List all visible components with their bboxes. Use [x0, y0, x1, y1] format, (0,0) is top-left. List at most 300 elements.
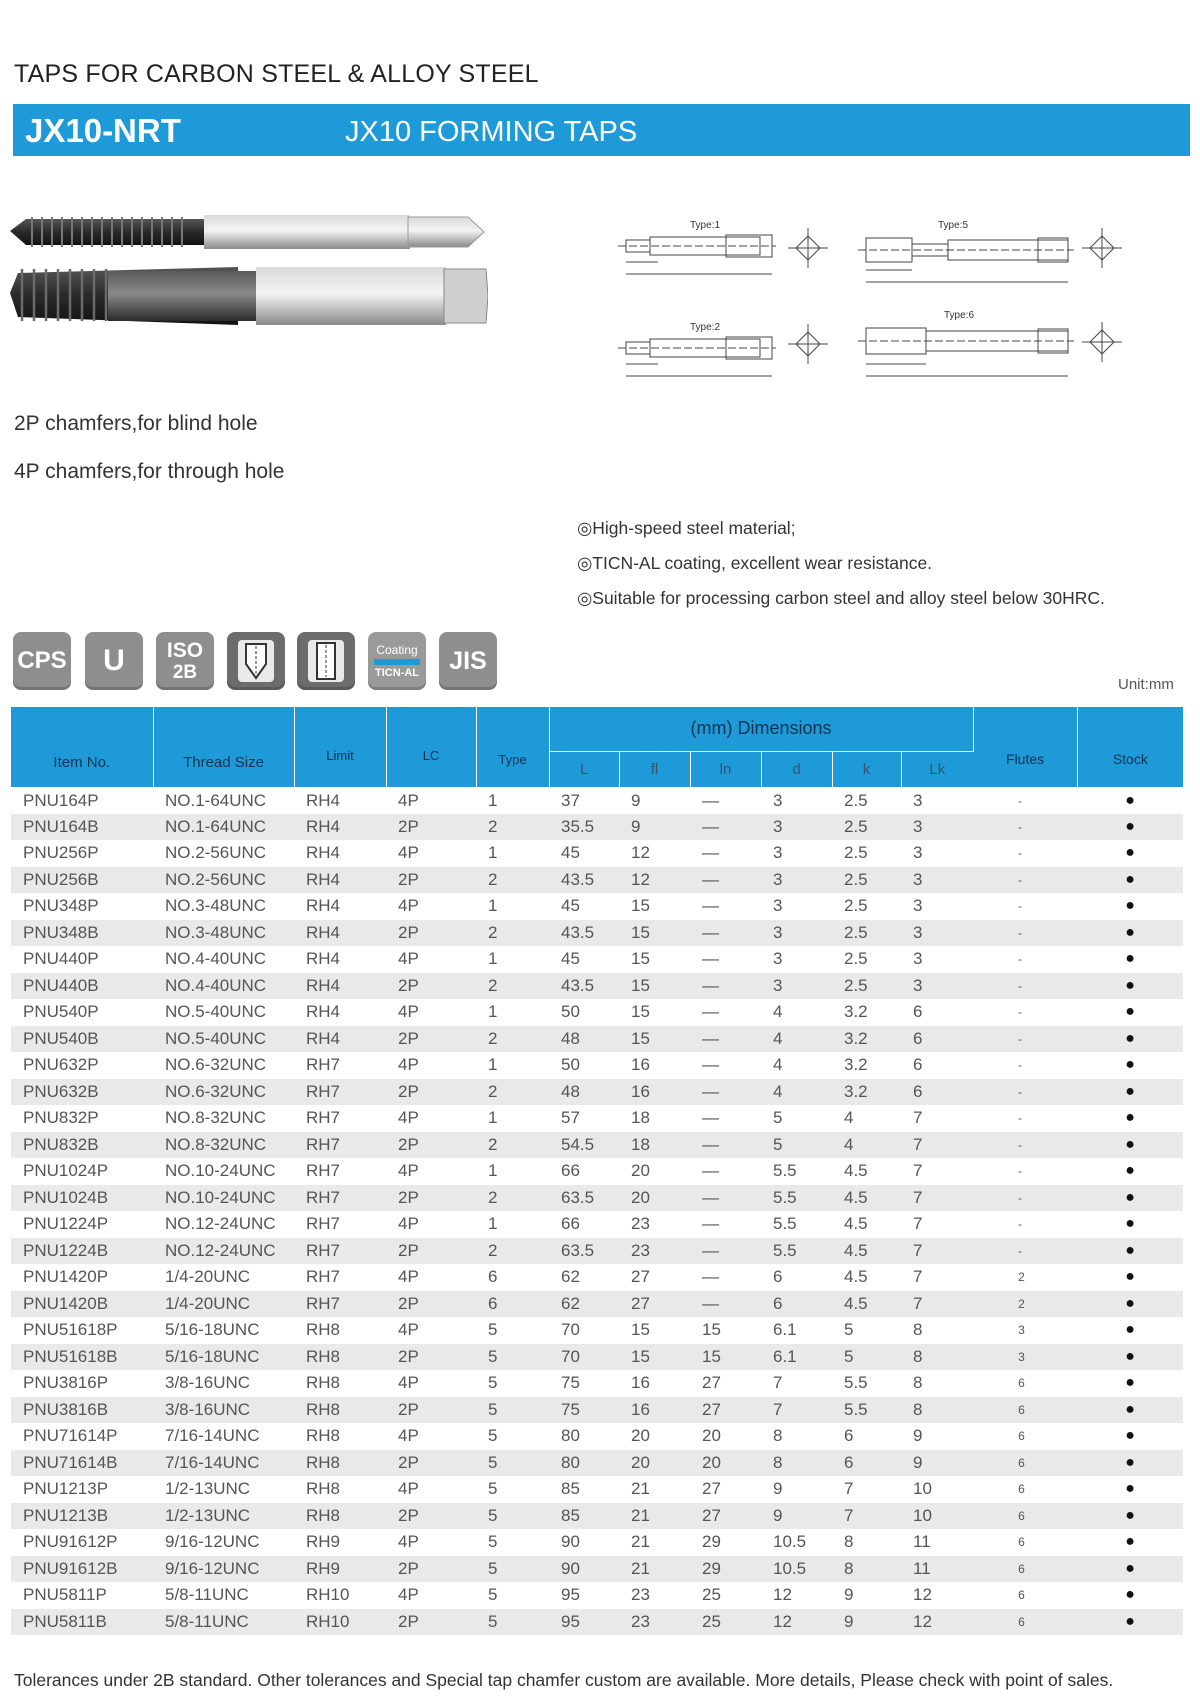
- table-cell: 95: [549, 1609, 619, 1636]
- table-cell: 21: [619, 1503, 690, 1530]
- table-cell: 4P: [398, 1426, 419, 1446]
- footer-note: Tolerances under 2B standard. Other tolerances and Special tap chamfer custom are available. More details, Please check with point of sales.: [14, 1670, 1114, 1690]
- table-cell: 2.5: [832, 973, 901, 1000]
- table-row: [11, 1476, 1183, 1503]
- table-row: [11, 840, 1183, 867]
- table-cell: RH7: [306, 1108, 341, 1128]
- table-cell: ●: [1077, 1026, 1183, 1053]
- table-cell: 4.5: [832, 1185, 901, 1212]
- table-cell: 2P: [386, 1397, 476, 1424]
- table-cell: PNU3816P: [23, 1373, 109, 1393]
- feature-material: ◎High-speed steel material;: [577, 518, 796, 538]
- table-cell: RH4: [294, 1026, 386, 1053]
- table-cell: 50: [561, 1055, 580, 1075]
- table-row: [11, 1185, 1183, 1212]
- table-cell: -: [973, 1185, 1077, 1212]
- table-cell: NO.3-48UNC: [165, 896, 267, 916]
- table-cell: 6: [973, 1503, 1077, 1530]
- table-cell: 45: [561, 843, 580, 863]
- table-cell: ●: [1125, 1480, 1135, 1498]
- table-row: [11, 1344, 1183, 1371]
- table-cell: 2.5: [844, 790, 868, 810]
- table-cell: 1: [488, 790, 498, 810]
- table-row: [11, 1264, 1183, 1291]
- table-cell: —: [702, 790, 719, 810]
- table-cell: 16: [619, 1079, 690, 1106]
- table-cell: 4.5: [832, 1238, 901, 1265]
- table-cell: 1: [488, 1055, 498, 1075]
- table-cell: 7: [761, 1397, 832, 1424]
- spec-table: [11, 707, 1183, 1635]
- table-cell: RH8: [306, 1373, 341, 1393]
- table-cell: 4: [761, 1079, 832, 1106]
- table-cell: RH9: [294, 1556, 386, 1583]
- table-cell: 7: [913, 1108, 923, 1128]
- feature-suitability: ◎Suitable for processing carbon steel and alloy steel below 30HRC.: [577, 588, 1105, 608]
- type2-label: Type:2: [690, 322, 721, 333]
- table-cell: 4P: [398, 1585, 419, 1605]
- table-row: [11, 1026, 1183, 1053]
- table-cell: 2: [476, 1132, 549, 1159]
- table-cell: 7: [901, 1132, 973, 1159]
- table-cell: 2: [476, 920, 549, 947]
- table-cell: 7: [913, 1214, 923, 1234]
- table-cell: 45: [561, 949, 580, 969]
- cps-badge: CPS: [13, 632, 71, 690]
- table-cell: PNU632B: [11, 1079, 153, 1106]
- table-cell: 16: [619, 1397, 690, 1424]
- col-thread-size: Thread Size: [153, 707, 294, 787]
- table-row: [11, 1052, 1183, 1079]
- table-cell: 6: [973, 1397, 1077, 1424]
- table-cell: 15: [631, 896, 650, 916]
- table-cell: 2P: [386, 1503, 476, 1530]
- table-cell: NO.1-64UNC: [165, 790, 267, 810]
- table-cell: 54.5: [549, 1132, 619, 1159]
- table-cell: 1: [488, 1002, 498, 1022]
- unit-label: Unit:mm: [1118, 676, 1174, 693]
- table-cell: 3: [913, 790, 923, 810]
- table-cell: 3: [773, 790, 783, 810]
- table-cell: 4.5: [832, 1291, 901, 1318]
- table-cell: —: [690, 973, 761, 1000]
- table-cell: 3: [901, 814, 973, 841]
- table-cell: 63.5: [549, 1238, 619, 1265]
- table-cell: 7/16-14UNC: [153, 1450, 294, 1477]
- table-cell: 4: [761, 1026, 832, 1053]
- table-cell: —: [690, 1079, 761, 1106]
- table-cell: PNU348P: [23, 896, 99, 916]
- table-cell: 48: [549, 1026, 619, 1053]
- table-cell: RH8: [294, 1503, 386, 1530]
- table-cell: —: [702, 1214, 719, 1234]
- table-cell: RH10: [294, 1609, 386, 1636]
- table-cell: 5.5: [832, 1397, 901, 1424]
- table-cell: -: [1018, 846, 1023, 861]
- table-cell: ●: [1125, 950, 1135, 968]
- table-cell: 63.5: [549, 1185, 619, 1212]
- table-cell: 20: [619, 1450, 690, 1477]
- table-cell: PNU256B: [11, 867, 153, 894]
- product-code: JX10-NRT: [25, 112, 181, 149]
- table-cell: 5: [488, 1373, 498, 1393]
- table-cell: ●: [1077, 1291, 1183, 1318]
- table-cell: 66: [561, 1161, 580, 1181]
- table-cell: 27: [702, 1479, 721, 1499]
- col-lc: LC: [386, 707, 476, 787]
- table-cell: NO.5-40UNC: [153, 1026, 294, 1053]
- table-cell: 8: [761, 1450, 832, 1477]
- table-cell: NO.8-32UNC: [165, 1108, 267, 1128]
- table-cell: 2P: [386, 920, 476, 947]
- table-cell: RH8: [306, 1320, 341, 1340]
- table-cell: RH4: [306, 1002, 341, 1022]
- table-cell: ●: [1077, 920, 1183, 947]
- table-cell: 23: [619, 1609, 690, 1636]
- table-cell: 4P: [398, 949, 419, 969]
- table-cell: 8: [832, 1556, 901, 1583]
- table-cell: ●: [1077, 1344, 1183, 1371]
- table-cell: 4P: [398, 1373, 419, 1393]
- table-row: [11, 1370, 1183, 1397]
- table-cell: RH7: [294, 1132, 386, 1159]
- table-cell: PNU540B: [11, 1026, 153, 1053]
- table-cell: RH7: [294, 1291, 386, 1318]
- table-cell: 9: [844, 1585, 854, 1605]
- table-cell: PNU1024B: [11, 1185, 153, 1212]
- table-cell: 70: [549, 1344, 619, 1371]
- table-cell: 2P: [386, 1079, 476, 1106]
- table-cell: 6: [913, 1055, 923, 1075]
- table-cell: 62: [561, 1267, 580, 1287]
- col-lk: Lk: [901, 751, 973, 787]
- table-cell: 16: [631, 1373, 650, 1393]
- table-cell: 5.5: [844, 1373, 868, 1393]
- table-cell: —: [702, 1267, 719, 1287]
- table-cell: 8: [901, 1344, 973, 1371]
- table-cell: RH8: [294, 1397, 386, 1424]
- table-cell: ●: [1077, 973, 1183, 1000]
- table-cell: 5: [761, 1132, 832, 1159]
- table-cell: -: [973, 973, 1077, 1000]
- table-cell: 90: [561, 1532, 580, 1552]
- table-cell: 7: [901, 1291, 973, 1318]
- table-cell: PNU632P: [23, 1055, 99, 1075]
- table-cell: NO.12-24UNC: [165, 1214, 276, 1234]
- table-row: [11, 1291, 1183, 1318]
- table-row: [11, 1238, 1183, 1265]
- table-cell: ●: [1125, 1533, 1135, 1551]
- table-cell: 95: [561, 1585, 580, 1605]
- table-cell: 5/8-11UNC: [153, 1609, 294, 1636]
- table-cell: RH8: [306, 1426, 341, 1446]
- table-cell: 1: [488, 949, 498, 969]
- table-cell: 4P: [398, 1320, 419, 1340]
- table-cell: 4: [773, 1055, 783, 1075]
- table-cell: 3/8-16UNC: [153, 1397, 294, 1424]
- col-limit: Limit: [294, 707, 386, 787]
- table-cell: NO.2-56UNC: [153, 867, 294, 894]
- table-row: [11, 1609, 1183, 1636]
- table-cell: NO.6-32UNC: [153, 1079, 294, 1106]
- table-row: [11, 1132, 1183, 1159]
- table-cell: 5: [476, 1450, 549, 1477]
- table-row: [11, 1211, 1183, 1238]
- table-cell: 1/4-20UNC: [153, 1291, 294, 1318]
- table-cell: 3.2: [844, 1055, 868, 1075]
- table-cell: 2P: [386, 1026, 476, 1053]
- type5-label: Type:5: [938, 220, 969, 231]
- table-cell: PNU91612P: [23, 1532, 118, 1552]
- table-cell: 23: [631, 1214, 650, 1234]
- type6-label: Type:6: [944, 310, 975, 321]
- table-cell: 10.5: [761, 1556, 832, 1583]
- table-row: [11, 1556, 1183, 1583]
- table-cell: PNU832B: [11, 1132, 153, 1159]
- table-cell: PNU5811B: [11, 1609, 153, 1636]
- table-cell: 5: [488, 1426, 498, 1446]
- table-cell: 9: [619, 814, 690, 841]
- table-cell: 4P: [398, 1161, 419, 1181]
- table-row: [11, 787, 1183, 814]
- table-cell: 5: [476, 1397, 549, 1424]
- table-cell: PNU5811P: [23, 1585, 107, 1605]
- table-cell: 5.5: [773, 1214, 797, 1234]
- table-cell: PNU1024P: [23, 1161, 109, 1181]
- table-row: [11, 1529, 1183, 1556]
- table-cell: -: [1018, 899, 1023, 914]
- table-cell: 57: [561, 1108, 580, 1128]
- table-cell: 2: [973, 1291, 1077, 1318]
- table-cell: -: [973, 1026, 1077, 1053]
- table-cell: 5: [476, 1503, 549, 1530]
- table-cell: 15: [619, 973, 690, 1000]
- col-item-no: Item No.: [11, 707, 153, 787]
- table-cell: PNU51618P: [23, 1320, 118, 1340]
- table-cell: NO.12-24UNC: [153, 1238, 294, 1265]
- table-cell: 5: [476, 1556, 549, 1583]
- coating-ticn-al-badge: Coating TICN-AL: [368, 632, 426, 690]
- table-cell: 1/4-20UNC: [165, 1267, 251, 1287]
- table-cell: 5: [476, 1344, 549, 1371]
- table-cell: RH4: [306, 896, 341, 916]
- table-cell: NO.1-64UNC: [153, 814, 294, 841]
- table-cell: 43.5: [549, 867, 619, 894]
- table-cell: 3: [901, 867, 973, 894]
- table-cell: —: [702, 843, 719, 863]
- table-cell: 2.5: [832, 814, 901, 841]
- table-row: [11, 1582, 1183, 1609]
- table-cell: 3.2: [844, 1002, 868, 1022]
- table-cell: PNU164P: [23, 790, 99, 810]
- table-row: [11, 1450, 1183, 1477]
- table-cell: RH7: [306, 1214, 341, 1234]
- table-cell: 2: [476, 973, 549, 1000]
- table-cell: 15: [619, 920, 690, 947]
- table-cell: ●: [1077, 814, 1183, 841]
- table-cell: RH7: [306, 1267, 341, 1287]
- table-cell: PNU51618B: [11, 1344, 153, 1371]
- table-cell: 27: [690, 1503, 761, 1530]
- table-cell: 12: [901, 1609, 973, 1636]
- table-cell: 7: [832, 1503, 901, 1530]
- table-row: [11, 1105, 1183, 1132]
- col-d: d: [761, 751, 832, 787]
- table-cell: 7: [773, 1373, 783, 1393]
- table-cell: NO.10-24UNC: [165, 1161, 276, 1181]
- straight-shank-icon: [297, 632, 355, 690]
- table-cell: 3.2: [832, 1079, 901, 1106]
- col-flutes: Flutes: [973, 707, 1077, 787]
- table-cell: 2P: [386, 1609, 476, 1636]
- table-cell: -: [1018, 1058, 1023, 1073]
- table-cell: 12: [631, 843, 650, 863]
- product-name: JX10 FORMING TAPS: [345, 116, 638, 148]
- table-cell: —: [690, 1291, 761, 1318]
- table-cell: RH4: [294, 867, 386, 894]
- table-cell: PNU440B: [11, 973, 153, 1000]
- table-cell: RH7: [306, 1055, 341, 1075]
- table-cell: ●: [1077, 1556, 1183, 1583]
- table-cell: PNU832P: [23, 1108, 99, 1128]
- table-cell: 7: [844, 1479, 854, 1499]
- table-cell: 15: [702, 1320, 721, 1340]
- table-cell: —: [702, 1055, 719, 1075]
- type1-label: Type:1: [690, 220, 721, 231]
- table-cell: ●: [1077, 1397, 1183, 1424]
- table-cell: ●: [1077, 1238, 1183, 1265]
- table-cell: 4P: [398, 1532, 419, 1552]
- table-cell: 6: [973, 1609, 1077, 1636]
- table-cell: 80: [549, 1450, 619, 1477]
- table-cell: 12: [913, 1585, 932, 1605]
- table-cell: ●: [1125, 1056, 1135, 1074]
- table-cell: 20: [631, 1161, 650, 1181]
- table-cell: 11: [913, 1532, 931, 1552]
- table-cell: NO.4-40UNC: [153, 973, 294, 1000]
- table-cell: 2: [476, 1026, 549, 1053]
- table-cell: NO.3-48UNC: [153, 920, 294, 947]
- table-cell: 6: [476, 1291, 549, 1318]
- table-cell: 7/16-14UNC: [165, 1426, 260, 1446]
- table-cell: NO.10-24UNC: [153, 1185, 294, 1212]
- table-cell: 29: [702, 1532, 721, 1552]
- table-row: [11, 999, 1183, 1026]
- table-cell: -: [1018, 793, 1023, 808]
- table-cell: RH4: [306, 790, 341, 810]
- table-cell: 20: [631, 1426, 650, 1446]
- table-cell: RH4: [294, 973, 386, 1000]
- table-cell: 3.2: [832, 1026, 901, 1053]
- table-cell: 43.5: [549, 920, 619, 947]
- jis-badge: JIS: [439, 632, 497, 690]
- iso-2b-badge: ISO 2B: [156, 632, 214, 690]
- table-cell: 6: [901, 1079, 973, 1106]
- table-cell: 9: [832, 1609, 901, 1636]
- table-cell: 8: [901, 1397, 973, 1424]
- table-cell: 21: [631, 1479, 650, 1499]
- table-row: [11, 1503, 1183, 1530]
- table-cell: —: [690, 1026, 761, 1053]
- table-cell: RH7: [294, 1238, 386, 1265]
- table-row: [11, 893, 1183, 920]
- table-row: [11, 973, 1183, 1000]
- table-cell: 7: [901, 1238, 973, 1265]
- table-cell: 4.5: [844, 1161, 868, 1181]
- table-cell: 3: [913, 843, 923, 863]
- table-cell: 2.5: [844, 896, 868, 916]
- table-cell: RH7: [306, 1161, 341, 1181]
- table-cell: 6: [1018, 1429, 1025, 1444]
- table-cell: 9: [761, 1503, 832, 1530]
- table-cell: 5: [832, 1344, 901, 1371]
- technical-drawings: [618, 218, 1138, 418]
- table-cell: 15: [690, 1344, 761, 1371]
- table-cell: 10: [901, 1503, 973, 1530]
- table-row: [11, 946, 1183, 973]
- table-cell: 8: [913, 1373, 923, 1393]
- table-cell: PNU1213P: [23, 1479, 109, 1499]
- table-cell: -: [973, 920, 1077, 947]
- table-cell: 2P: [386, 1185, 476, 1212]
- table-cell: RH8: [294, 1450, 386, 1477]
- table-cell: 2P: [386, 867, 476, 894]
- table-cell: 6: [1018, 1535, 1025, 1550]
- table-row: [11, 920, 1183, 947]
- table-cell: 5: [844, 1320, 854, 1340]
- table-cell: 6: [773, 1267, 783, 1287]
- table-cell: 11: [901, 1556, 973, 1583]
- table-cell: 4P: [398, 1055, 419, 1075]
- table-cell: ●: [1077, 1132, 1183, 1159]
- table-cell: 20: [702, 1426, 721, 1446]
- table-cell: —: [702, 896, 719, 916]
- table-cell: 3: [1018, 1323, 1025, 1338]
- table-cell: 4P: [398, 1108, 419, 1128]
- table-cell: 2P: [386, 1238, 476, 1265]
- table-row: [11, 1397, 1183, 1424]
- table-cell: 90: [549, 1556, 619, 1583]
- table-cell: 2.5: [844, 949, 868, 969]
- table-cell: 5: [773, 1108, 783, 1128]
- table-cell: 2.5: [832, 867, 901, 894]
- table-cell: PNU3816B: [11, 1397, 153, 1424]
- table-cell: 5/16-18UNC: [153, 1344, 294, 1371]
- table-cell: 2.5: [832, 920, 901, 947]
- table-cell: —: [690, 814, 761, 841]
- table-cell: 3/8-16UNC: [165, 1373, 251, 1393]
- table-cell: 6: [761, 1291, 832, 1318]
- table-cell: PNU1420P: [23, 1267, 109, 1287]
- table-cell: NO.6-32UNC: [165, 1055, 267, 1075]
- table-cell: 3: [973, 1344, 1077, 1371]
- table-cell: 66: [561, 1214, 580, 1234]
- table-cell: 8: [844, 1532, 854, 1552]
- table-cell: ●: [1077, 1079, 1183, 1106]
- chamfer-note-4p: 4P chamfers,for through hole: [14, 460, 285, 483]
- col-dimensions: (mm) Dimensions: [549, 707, 973, 751]
- table-cell: 3: [901, 973, 973, 1000]
- table-cell: 2P: [386, 1291, 476, 1318]
- table-cell: 6: [913, 1002, 923, 1022]
- table-cell: —: [690, 1185, 761, 1212]
- table-cell: 6: [844, 1426, 854, 1446]
- table-cell: ●: [1125, 1374, 1135, 1392]
- table-cell: 12: [619, 867, 690, 894]
- table-cell: 1: [488, 1214, 498, 1234]
- table-cell: —: [690, 867, 761, 894]
- table-cell: PNU91612B: [11, 1556, 153, 1583]
